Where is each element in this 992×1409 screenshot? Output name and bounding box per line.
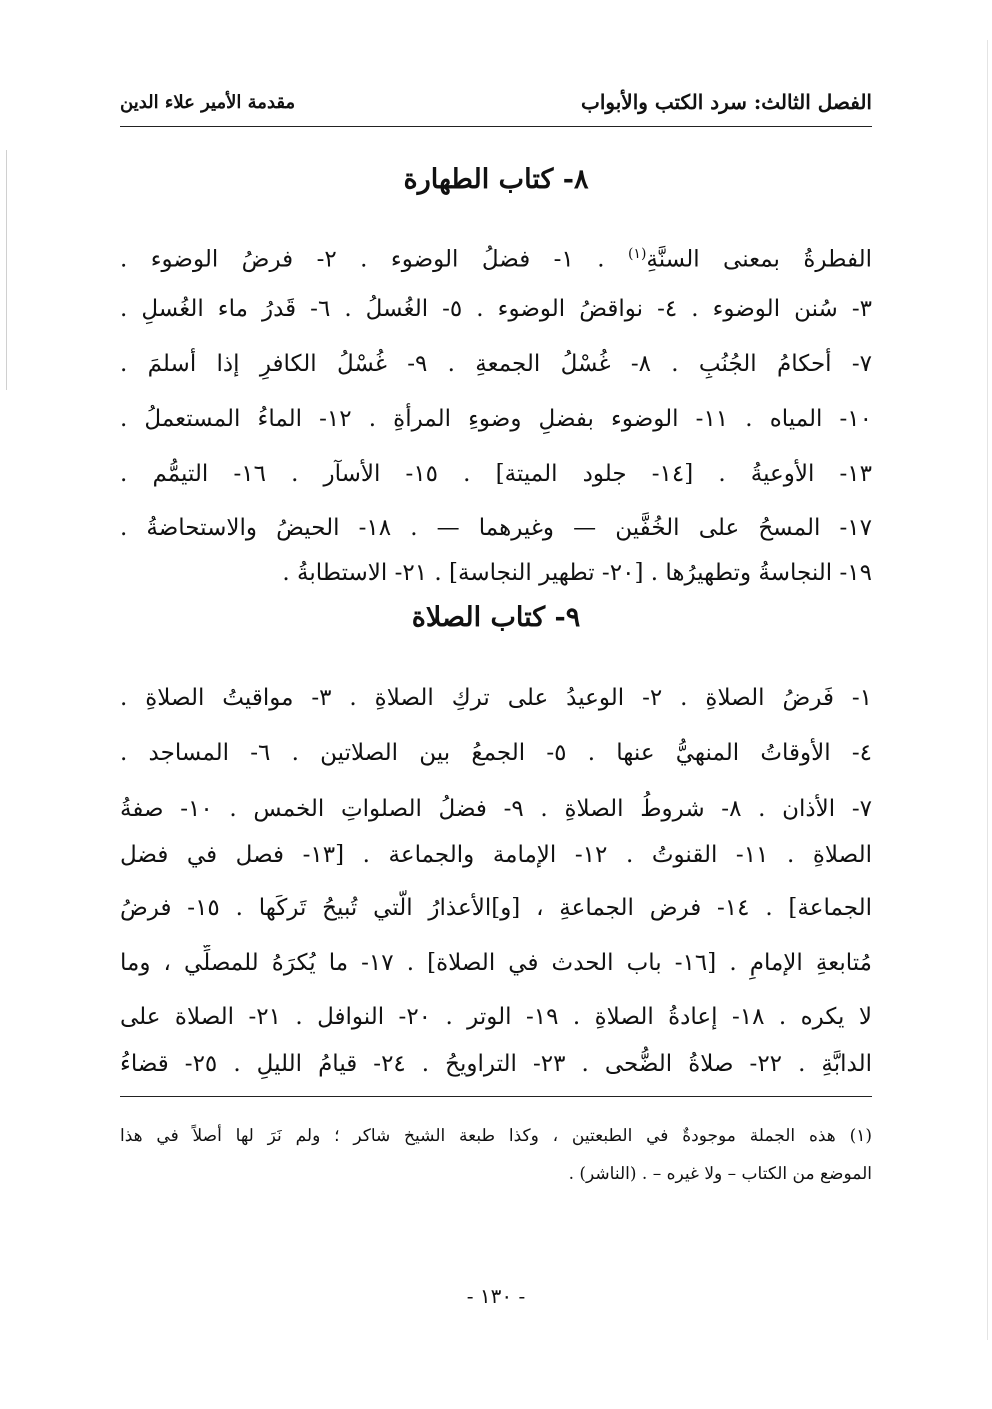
text-line: الصلاةِ . ١١- القنوتُ . ١٢- الإمامة والجماعة . [١٣- فصل في فضل	[120, 842, 872, 868]
text-line: ١٣- الأوعيةُ . [١٤- جلود الميتة] . ١٥- الأسآر . ١٦- التيمُّم .	[120, 461, 872, 487]
text-fragment: الفطرةُ بمعنى السنَّةِ	[646, 246, 872, 273]
text-line: ٤- الأوقاتُ المنهيُّ عنها . ٥- الجمعُ بين الصلاتين . ٦- المساجد .	[120, 740, 872, 766]
text-line: ٧- الأذان . ٨- شروطُ الصلاةِ . ٩- فضلُ الصلواتِ الخمس . ١٠- صفةُ	[120, 796, 872, 822]
text-line: ٣- سُنن الوضوء . ٤- نواقضُ الوضوء . ٥- الغُسلُ . ٦- قَدرُ ماء الغُسلِ .	[120, 296, 872, 322]
text-line: ٧- أحكامُ الجُنُبِ . ٨- غُسْلُ الجمعةِ . ٩- غُسْلُ الكافرِ إذا أسلمَ .	[120, 351, 872, 377]
section-heading-prayer: ٩- كتاب الصلاة	[411, 602, 581, 633]
section-heading-purification: ٨- كتاب الطهارة	[403, 164, 589, 195]
text-line: الجماعة] . ١٤- فرض الجماعةِ ، [و]الأعذارُ الَّتي تُبيحُ تَركَها . ١٥- فرضُ	[120, 895, 872, 921]
scan-edge-left	[6, 150, 7, 390]
text-line: ١- فَرضُ الصلاةِ . ٢- الوعيدُ على تركِ الصلاةِ . ٣- مواقيتُ الصلاةِ .	[120, 685, 872, 711]
footnote-reference: (١)	[627, 246, 647, 262]
footnote-text: (١) هذه الجملة موجودةٌ في الطبعتين ، وكذا طبعة الشيخ شاكر ؛ ولم نَرَ لها أصلاً في هذا	[120, 1126, 872, 1146]
text-line: مُتابعةِ الإمامِ . [١٦- باب الحدث في الصلاة] . ١٧- ما يُكرَهُ للمصلِّي ، وما	[120, 950, 872, 976]
footnote-text: الموضع من الكتاب – ولا غيره – . (الناشر) .	[568, 1164, 872, 1184]
page-number: - ١٣٠ -	[466, 1284, 526, 1308]
text-fragment: . ١- فضلُ الوضوء . ٢- فرضُ الوضوء .	[120, 246, 628, 273]
footnote-divider	[120, 1096, 872, 1097]
text-line: ١٩- النجاسةُ وتطهيرُها . [٢٠- تطهير النجاسة] . ٢١- الاستطابةُ .	[282, 560, 872, 586]
scan-edge-right	[987, 40, 988, 1340]
text-line: ١٧- المسحُ على الخُفَّين — وغيرهما — . ١٨- الحيضُ والاستحاضةُ .	[120, 515, 872, 541]
text-line: لا يكره . ١٨- إعادةُ الصلاةِ . ١٩- الوتر . ٢٠- النوافل . ٢١- الصلاة على	[120, 1004, 872, 1030]
text-line: الدابَّةِ . ٢٢- صلاةُ الضُّحى . ٢٣- التراويحُ . ٢٤- قيامُ الليلِ . ٢٥- قضاءُ	[120, 1051, 872, 1077]
running-header	[120, 84, 872, 127]
text-line	[120, 236, 872, 278]
text-line: ١٠- المياه . ١١- الوضوء بفضلِ وضوءِ المرأةِ . ١٢- الماءُ المستعملُ .	[120, 406, 872, 432]
book-title: مقدمة الأمير علاء الدين	[120, 92, 296, 113]
chapter-title: الفصل الثالث: سرد الكتب والأبواب	[581, 90, 872, 114]
